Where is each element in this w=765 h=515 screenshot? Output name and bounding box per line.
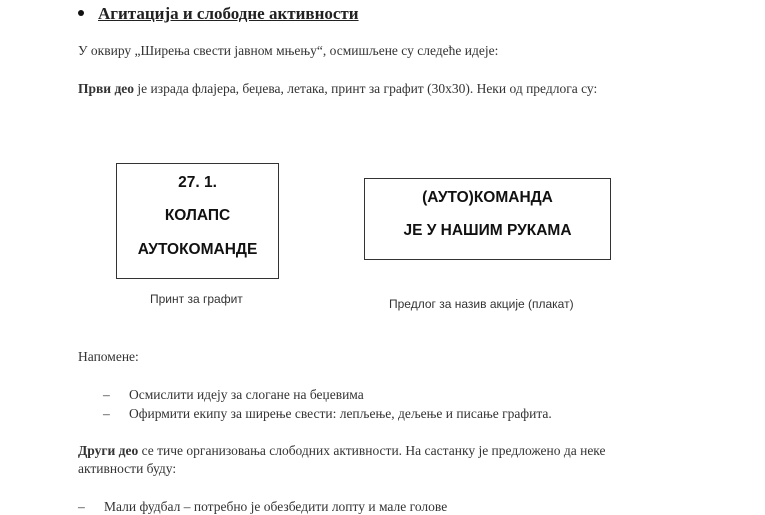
activity-item <box>78 499 447 515</box>
part2-paragraph <box>78 443 606 459</box>
caption-graffiti: Принт за графит <box>150 292 243 306</box>
poster-line-1: (АУТО)КОМАНДА <box>422 189 553 206</box>
note-item <box>103 387 364 403</box>
dash-icon: – <box>103 387 110 402</box>
graffiti-line-2: КОЛАПС <box>164 207 231 224</box>
part2-text: се тиче организовања слободних активности. На састанку је предложено да неке <box>138 443 606 458</box>
notes-label: Напомене: <box>78 349 139 364</box>
part1-paragraph <box>78 81 597 97</box>
poster-line-2: ЈЕ У НАШИМ РУКАМА <box>403 222 572 239</box>
graffiti-line-1: 27. 1. <box>178 174 217 191</box>
part2-label: Други део <box>78 443 139 458</box>
poster-box <box>364 178 611 260</box>
activity-text: Мали фудбал – потребно је обезбедити лопту и мале голове <box>104 499 448 514</box>
caption-poster: Предлог за назив акције (плакат) <box>389 297 574 311</box>
section-heading <box>78 4 359 24</box>
graffiti-print-box <box>116 163 279 279</box>
note-text: Офирмити екипу за ширење свести: лепљење, дељење и писање графита. <box>129 406 552 421</box>
section-heading-text: Агитација и слободне активности <box>98 4 359 23</box>
note-item <box>103 406 552 422</box>
note-text: Осмислити идеју за слогане на беџевима <box>129 387 364 402</box>
part1-text: је израда флајера, беџева, летака, принт за графит (30x30). Неки од предлога су: <box>134 81 598 96</box>
part2-paragraph-continued: активности буду: <box>78 461 177 476</box>
bullet-icon <box>78 10 84 16</box>
dash-icon: – <box>78 499 85 514</box>
part1-label: Први део <box>78 81 135 96</box>
intro-paragraph: У оквиру „Ширења свести јавном мњењу“, осмишљене су следеће идеје: <box>78 43 499 58</box>
graffiti-line-3: АУТОКОМАНДЕ <box>137 241 258 258</box>
dash-icon: – <box>103 406 110 421</box>
